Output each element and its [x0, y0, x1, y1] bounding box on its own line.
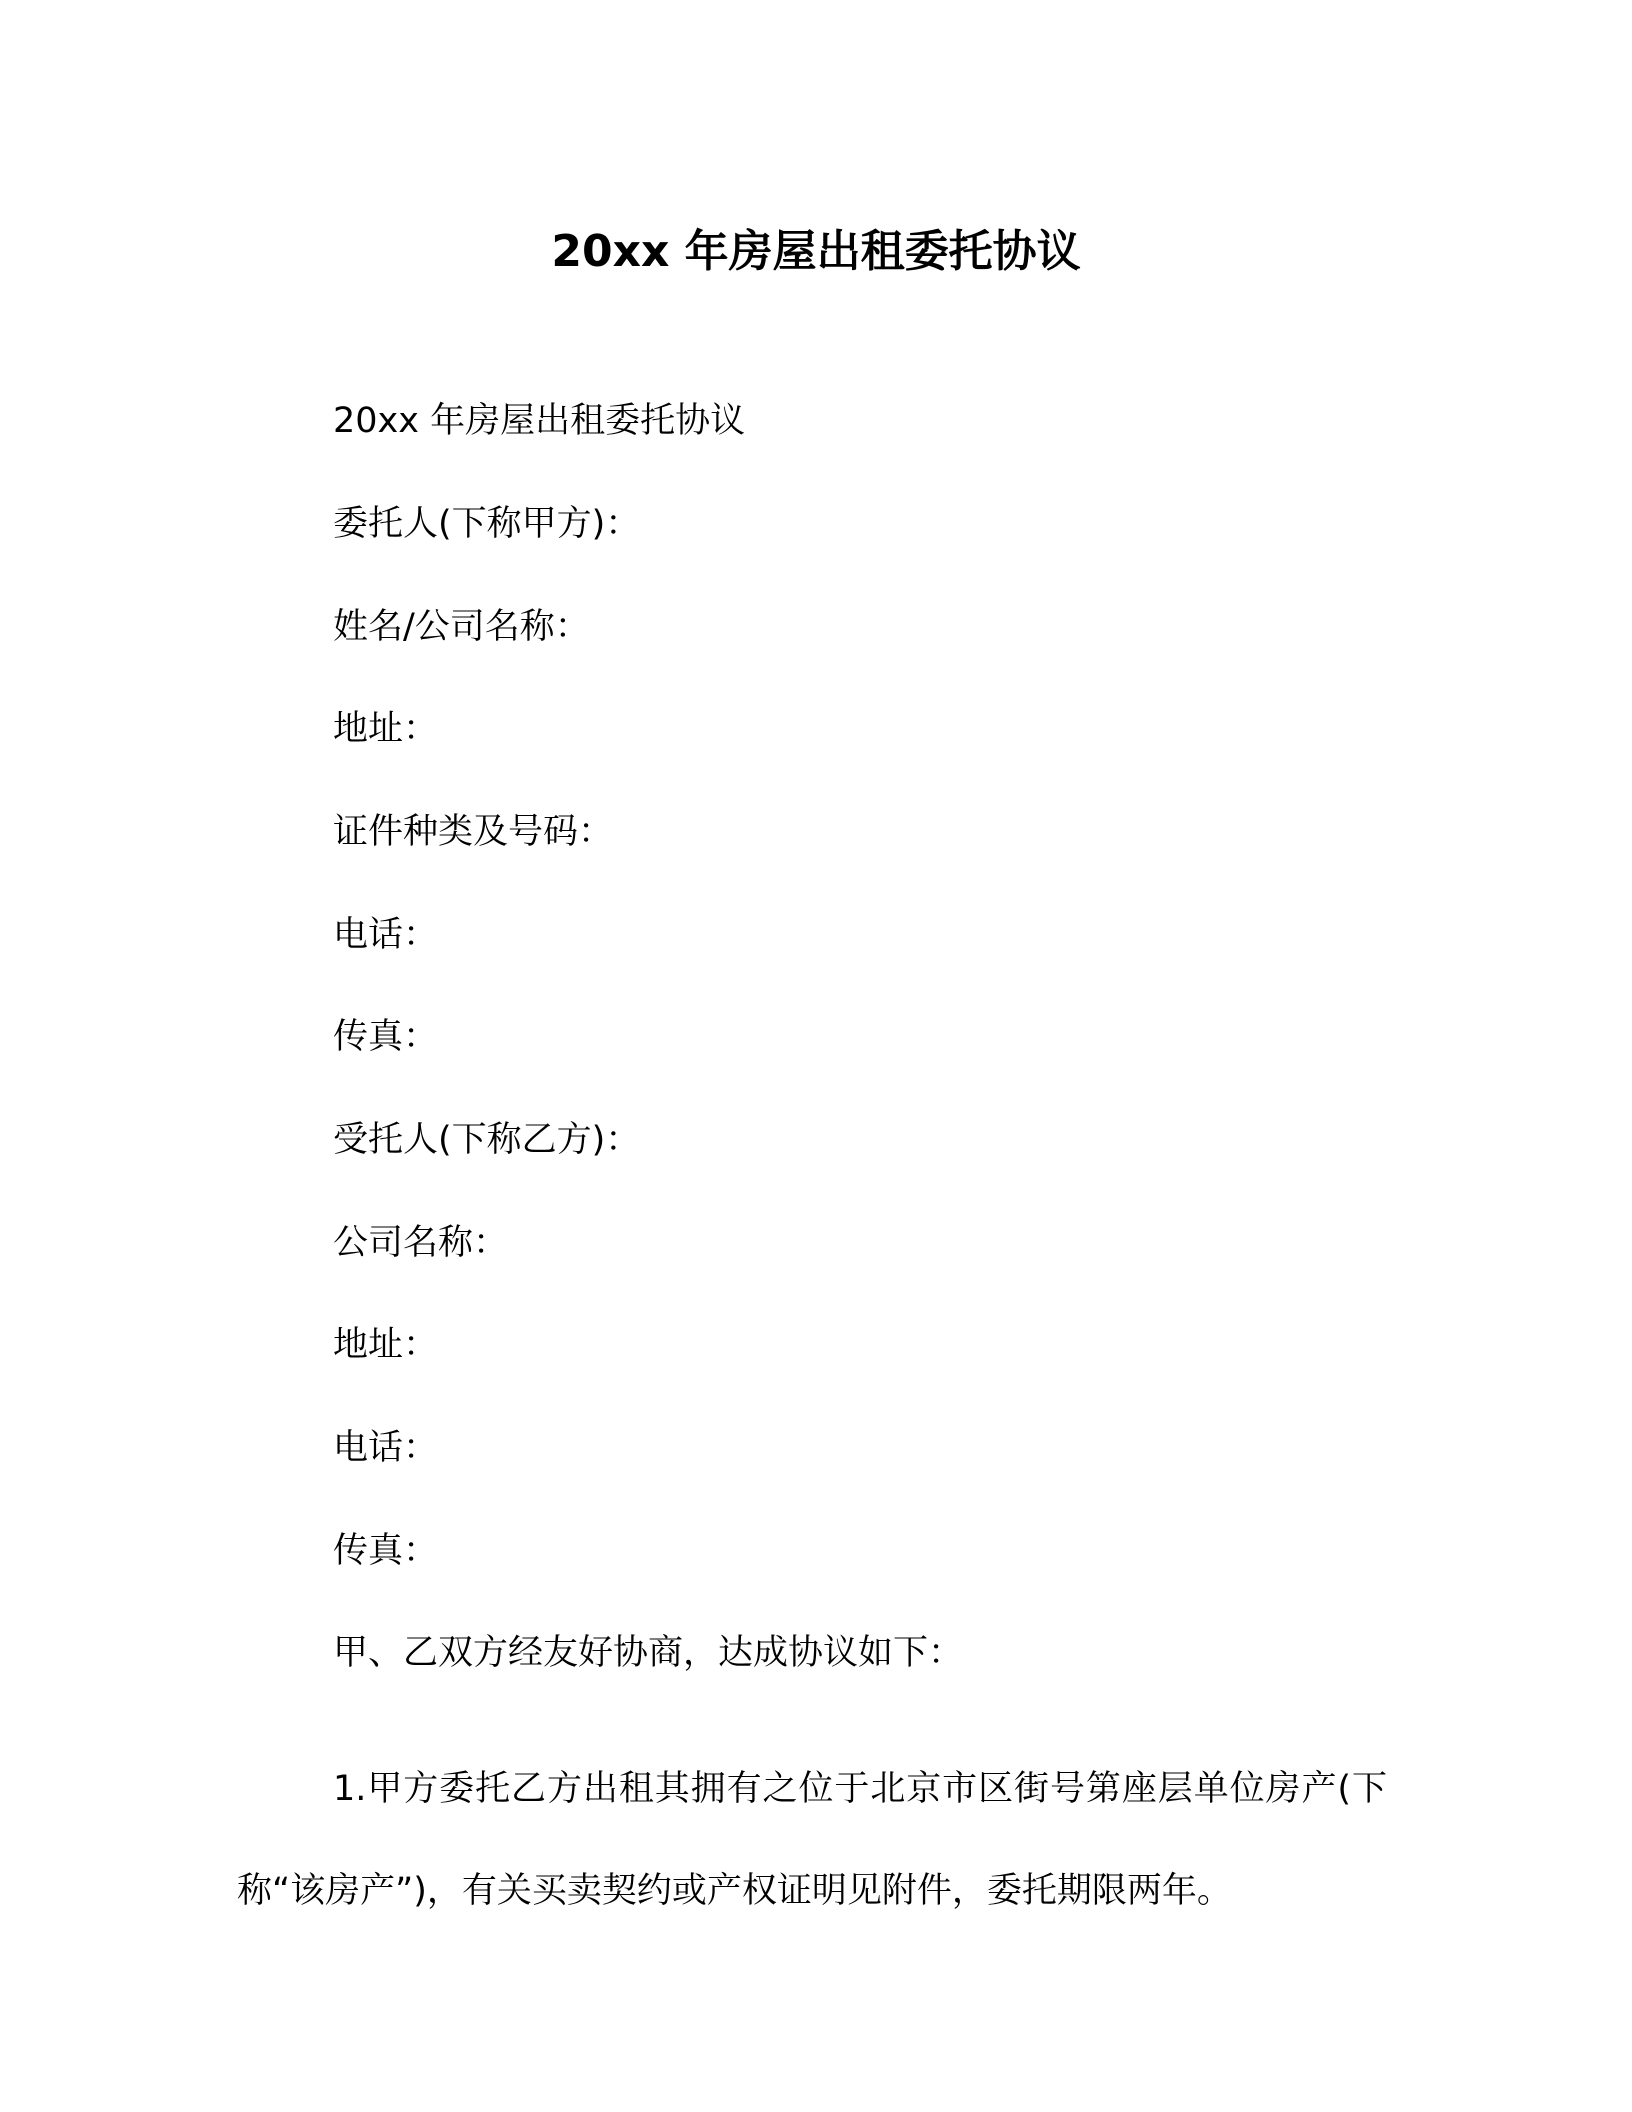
principal-name-field: 姓名/公司名称： — [333, 607, 590, 647]
agreement-intro: 甲、乙双方经友好协商，达成协议如下： — [333, 1633, 964, 1673]
principal-phone-field: 电话： — [333, 915, 439, 955]
principal-address-field: 地址： — [333, 709, 439, 749]
agent-phone-field: 电话： — [333, 1428, 439, 1468]
clause-1-paragraph: 1.甲方委托乙方出租其拥有之位于北京市区街号第座层单位房产(下称“该房产”)，有关买卖契约或产权证明见附件，委托期限两年。 — [237, 1769, 1387, 1911]
agent-heading: 受托人(下称乙方)： — [333, 1120, 641, 1160]
agent-fax-field: 传真： — [333, 1531, 439, 1571]
subtitle-line: 20xx 年房屋出租委托协议 — [333, 401, 746, 441]
document-title: 20xx 年房屋出租委托协议 — [551, 226, 1081, 277]
agent-company-field: 公司名称： — [333, 1223, 509, 1263]
principal-id-field: 证件种类及号码： — [333, 812, 614, 852]
agent-address-field: 地址： — [333, 1325, 439, 1365]
principal-fax-field: 传真： — [333, 1017, 439, 1057]
principal-heading: 委托人(下称甲方)： — [333, 504, 641, 544]
